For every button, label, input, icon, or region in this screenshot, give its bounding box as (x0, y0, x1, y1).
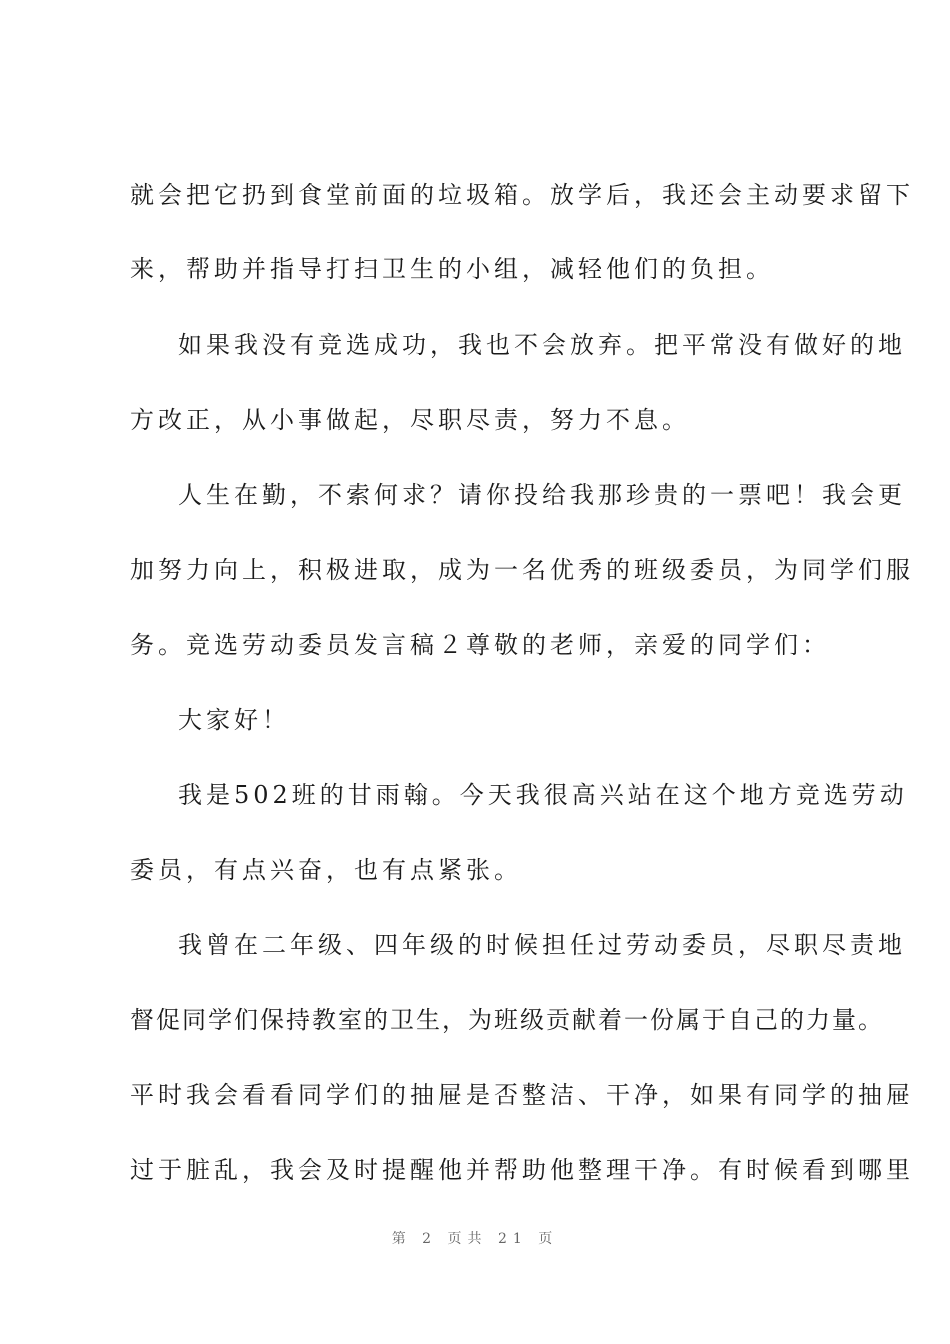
text-line: 加努力向上，积极进取，成为一名优秀的班级委员，为同学们服 (130, 556, 914, 584)
text-line: 大家好！ (178, 706, 290, 734)
text-line: 方改正，从小事做起，尽职尽责，努力不息。 (130, 406, 690, 434)
text-line: 务。竞选劳动委员发言稿２尊敬的老师，亲爱的同学们： (130, 631, 830, 659)
text-line: 人生在勤，不索何求？请你投给我那珍贵的一票吧！我会更 (178, 481, 906, 509)
text-line: 我是502班的甘雨翰。今天我很高兴站在这个地方竞选劳动 (178, 781, 908, 809)
text-line: 如果我没有竞选成功，我也不会放弃。把平常没有做好的地 (178, 331, 906, 359)
text-line: 委员，有点兴奋，也有点紧张。 (130, 856, 522, 884)
text-line: 就会把它扔到食堂前面的垃圾箱。放学后，我还会主动要求留下 (130, 181, 914, 209)
text-line: 过于脏乱，我会及时提醒他并帮助他整理干净。有时候看到哪里 (130, 1156, 914, 1184)
text-line: 督促同学们保持教室的卫生，为班级贡献着一份属于自己的力量。 (130, 1006, 884, 1034)
text-line: 我曾在二年级、四年级的时候担任过劳动委员，尽职尽责地 (178, 931, 906, 959)
page-number-footer: 第 2 页共 21 页 (391, 1231, 559, 1247)
text-line: 平时我会看看同学们的抽屉是否整洁、干净，如果有同学的抽屉 (130, 1081, 914, 1109)
text-line: 来，帮助并指导打扫卫生的小组，减轻他们的负担。 (130, 255, 774, 283)
